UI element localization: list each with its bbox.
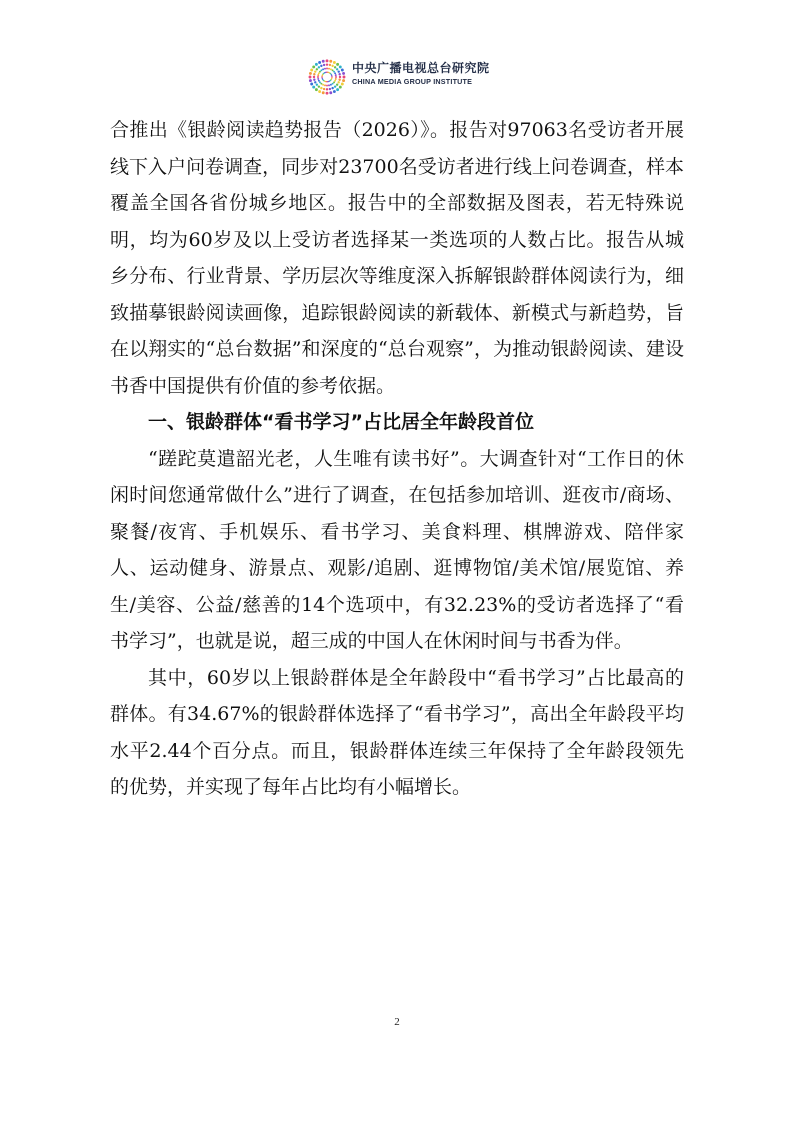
- logo-dot: [331, 75, 332, 76]
- logo-dot: [328, 68, 330, 70]
- logo-dot: [336, 68, 338, 70]
- logo-dot: [322, 91, 325, 94]
- logo-dot: [309, 79, 312, 82]
- logo-dot: [323, 64, 325, 66]
- logo-dot: [330, 84, 332, 86]
- logo-dot: [324, 68, 326, 70]
- logo-dot: [318, 66, 320, 68]
- section-heading: 一、银龄群体“看书学习”占比居全年龄段首位: [148, 411, 534, 433]
- logo-dot: [322, 84, 324, 86]
- logo-dot: [343, 76, 346, 79]
- logo-dot: [334, 85, 336, 87]
- logo-dot: [338, 73, 340, 75]
- logo-dot: [336, 88, 339, 91]
- logo-dot: [326, 85, 328, 87]
- logo-dot: [314, 70, 316, 72]
- logo-dot: [339, 76, 341, 78]
- logo-dot: [320, 65, 322, 67]
- logo-dot: [334, 80, 336, 82]
- logo-dot: [315, 63, 318, 66]
- logo-dot: [318, 80, 320, 82]
- logo-dot: [339, 65, 342, 68]
- logo-dot: [310, 83, 313, 86]
- logo-dot: [322, 60, 325, 63]
- logo-dot: [320, 69, 322, 71]
- logo-dot: [335, 76, 337, 78]
- logo-dot: [315, 88, 318, 91]
- intro-paragraph: 合推出《银龄阅读趋势报告（2026）》。报告对97063名受访者开展线下入户问卷调查，同步对23700名受访者进行线上问卷调查，样本覆盖全国各省份城乡地区。报告中的全部数据及图表，若无特殊说明，均为60岁及以上受访者选择某一类选项的人数占比。报告从城乡分布、行业背景、学历层次等维度深入拆解银龄群体阅读行为，细致描摹银龄阅读画像，追踪银龄阅读的新载体、新模式与新趋势，旨在以翔实的“总台数据”和深度的“总台观察”，为推动银龄阅读、建设书香中国提供有价值的参考依据。: [110, 119, 684, 397]
- logo-dot: [317, 74, 319, 76]
- logo-dot: [331, 87, 333, 89]
- logo-dot: [323, 88, 325, 90]
- logo-dot: [333, 81, 335, 83]
- body-paragraph-2: 其中，60岁以上银龄群体是全年龄段中“看书学习”占比最高的群体。有34.67%的银龄群体选择了“看书学习”，高出全年龄段平均水平2.44个百分点。而且，银龄群体连续三年保持了全年龄段领先的优势，并实现了每年占比均有小幅增长。: [110, 666, 684, 798]
- logo-dot: [322, 68, 324, 70]
- logo-dot: [320, 83, 322, 85]
- logo-dot: [335, 78, 337, 80]
- logo-dot: [329, 60, 332, 63]
- logo-dot: [326, 68, 328, 70]
- logo-dot: [309, 72, 312, 75]
- logo-dot: [338, 79, 340, 81]
- logo-dot: [336, 84, 338, 86]
- logo-dot: [320, 87, 322, 89]
- org-name-cn: 中央广播电视总台研究院: [352, 61, 490, 75]
- logo-dot: [312, 65, 315, 68]
- logo-dot: [313, 76, 315, 78]
- logo-dot: [316, 84, 318, 86]
- logo-dot: [326, 59, 329, 62]
- page-header: [0, 56, 794, 96]
- logo-dot: [342, 79, 345, 82]
- logo-dot: [334, 66, 336, 68]
- logo-dot: [326, 88, 328, 90]
- logo-dot: [329, 64, 331, 66]
- logo-dot: [313, 79, 315, 81]
- logo-dot: [313, 73, 315, 75]
- logo-dot: [338, 70, 340, 72]
- logo-dot: [341, 69, 344, 72]
- logo-dot: [318, 85, 320, 87]
- logo-dot: [329, 91, 332, 94]
- logo-dot: [333, 61, 336, 64]
- radial-dots-logo-icon: [307, 58, 347, 96]
- logo-dot: [329, 88, 331, 90]
- logo-dot: [328, 84, 330, 86]
- logo-dot: [338, 81, 340, 83]
- logo-dot: [319, 81, 321, 83]
- logo-dot: [309, 76, 312, 79]
- logo-dot: [319, 71, 321, 73]
- logo-text: [352, 62, 490, 85]
- logo-dot: [318, 61, 321, 64]
- logo-dot: [318, 90, 321, 93]
- org-name-en: CHINA MEDIA GROUP INSTITUTE: [352, 77, 473, 86]
- logo-dot: [335, 74, 337, 76]
- logo-dot: [332, 69, 334, 71]
- logo-dot: [341, 83, 344, 86]
- logo-dot: [312, 86, 315, 89]
- logo-dot: [326, 63, 328, 65]
- logo-dot: [336, 63, 339, 66]
- page-number: 2: [394, 1016, 400, 1028]
- logo-dot: [318, 72, 320, 74]
- logo-dot: [332, 83, 334, 85]
- document-body: [110, 112, 684, 806]
- logo-dot: [330, 68, 332, 70]
- logo-dot: [331, 65, 333, 67]
- logo-dot: [333, 71, 335, 73]
- logo-dot: [317, 78, 319, 80]
- logo-dot: [316, 68, 318, 70]
- logo-dot: [339, 86, 342, 89]
- logo-dot: [317, 76, 319, 78]
- logo-dot: [333, 90, 336, 93]
- body-paragraph-1: “蹉跎莫遣韶光老，人生唯有读书好”。大调查针对“工作日的休闲时间您通常做什么”进行了调查，在包括参加培训、逛夜市/商场、聚餐/夜宵、手机娱乐、看书学习、美食料理、棋牌游戏、陪伴家人、运动健身、游景点、观影/追剧、逛博物馆/美术馆/展览馆、养生/美容、公益/慈善的14个选项中，有32.23%的受访者选择了“看书学习”，也就是说，超三成的中国人在休闲时间与书香为伴。: [110, 447, 684, 652]
- logo-dot: [326, 92, 329, 95]
- logo-dot: [310, 69, 313, 72]
- logo-dot: [342, 72, 345, 75]
- logo-dot: [314, 81, 316, 83]
- logo-dot: [324, 84, 326, 86]
- logo-dot: [334, 72, 336, 74]
